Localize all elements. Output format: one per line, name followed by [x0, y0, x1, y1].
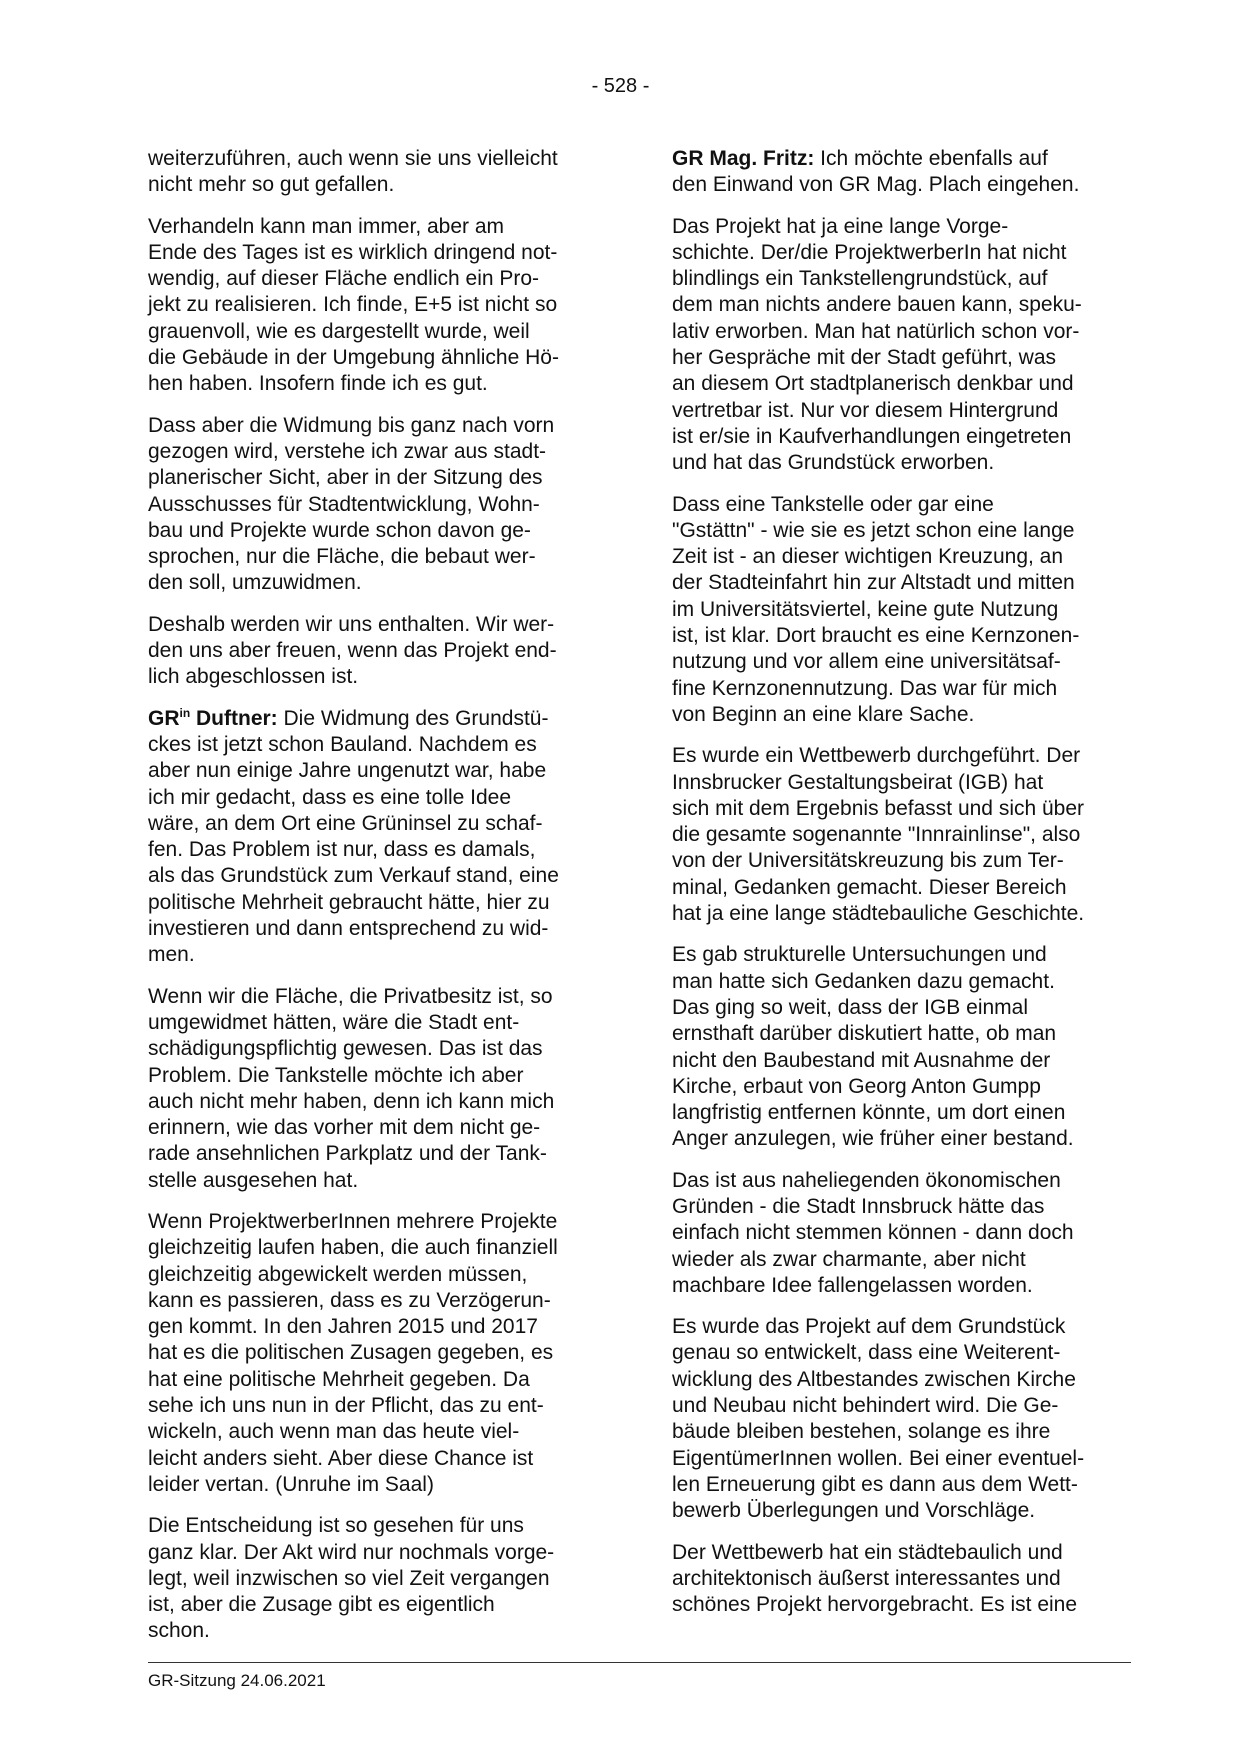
text-line: an diesem Ort stadtplanerisch denkbar und — [672, 372, 1074, 396]
text-line: hat ja eine lange städtebauliche Geschichte. — [672, 902, 1085, 926]
text-line: Das ist aus naheliegenden ökonomischen — [672, 1168, 1061, 1192]
text-line: men. — [148, 943, 195, 967]
text-line: Innsbrucker Gestaltungsbeirat (IGB) hat — [672, 770, 1044, 794]
text-line: jekt zu realisieren. Ich finde, E+5 ist nicht so — [148, 293, 558, 317]
text-line: Dass eine Tankstelle oder gar eine — [672, 492, 994, 516]
text-line: planerischer Sicht, aber in der Sitzung des — [148, 466, 543, 490]
paragraph — [672, 1540, 1114, 1619]
text-line: auch nicht mehr haben, denn ich kann mich — [148, 1089, 555, 1113]
text-line: gen kommt. In den Jahren 2015 und 2017 — [148, 1315, 538, 1339]
text-line: leicht anders sieht. Aber diese Chance ist — [148, 1446, 534, 1470]
text-line: fine Kernzonennutzung. Das war für mich — [672, 676, 1058, 700]
text-line: Es wurde ein Wettbewerb durchgeführt. Der — [672, 744, 1081, 768]
paragraph — [148, 612, 590, 691]
text-line: erinnern, wie das vorher mit dem nicht ge- — [148, 1116, 541, 1140]
text-line: Wenn ProjektwerberInnen mehrere Projekte — [148, 1209, 558, 1233]
text-line: schädigungspflichtig gewesen. Das ist das — [148, 1037, 543, 1061]
text-line: gleichzeitig laufen haben, die auch finanziell — [148, 1236, 558, 1260]
text-line: ckes ist jetzt schon Bauland. Nachdem es — [148, 732, 537, 756]
page-number: - 528 - — [591, 75, 650, 97]
footer-divider — [148, 1662, 1131, 1663]
text-line: schönes Projekt hervorgebracht. Es ist eine — [672, 1593, 1078, 1617]
text-line: den Einwand von GR Mag. Plach eingehen. — [672, 173, 1080, 197]
text-line: den soll, umzuwidmen. — [148, 571, 362, 595]
text-line: investieren und dann entsprechend zu wid- — [148, 917, 549, 941]
text-line: bau und Projekte wurde schon davon ge- — [148, 518, 531, 542]
paragraph — [672, 214, 1114, 477]
text-line: Problem. Die Tankstelle möchte ich aber — [148, 1063, 524, 1087]
text-line: blindlings ein Tankstellengrundstück, auf — [672, 267, 1048, 291]
text-line: umgewidmet hätten, wäre die Stadt ent- — [148, 1010, 520, 1034]
text-line: kann es passieren, dass es zu Verzögerun- — [148, 1288, 551, 1312]
text-line: lativ erworben. Man hat natürlich schon vor- — [672, 319, 1080, 343]
text-line: Das Projekt hat ja eine lange Vorge- — [672, 214, 1009, 238]
text-line: der Stadteinfahrt hin zur Altstadt und mitten — [672, 571, 1075, 595]
text-line: hen haben. Insofern finde ich es gut. — [148, 372, 488, 396]
paragraph — [148, 214, 590, 398]
left-column — [148, 146, 590, 1660]
right-column — [672, 146, 1114, 1633]
text-line: bewerb Überlegungen und Vorschläge. — [672, 1499, 1036, 1523]
text-line: her Gespräche mit der Stadt geführt, was — [672, 346, 1057, 370]
text-line: rade ansehnlichen Parkplatz und der Tank- — [148, 1142, 547, 1166]
text-line: wendig, auf dieser Fläche endlich ein Pro- — [148, 267, 540, 291]
speaker-name: GR Mag. Fritz: — [672, 147, 815, 170]
paragraph — [148, 146, 590, 199]
text-line: hat es die politischen Zusagen gegeben, es — [148, 1341, 554, 1365]
text-line: ist er/sie in Kaufverhandlungen eingetreten — [672, 424, 1072, 448]
text-line: sprochen, nur die Fläche, die bebaut wer- — [148, 545, 536, 569]
text-line: gleichzeitig abgewickelt werden müssen, — [148, 1262, 528, 1286]
text-line: und Neubau nicht behindert wird. Die Ge- — [672, 1394, 1059, 1418]
text-line: Es gab strukturelle Untersuchungen und — [672, 943, 1047, 967]
text-line: bäude bleiben bestehen, solange es ihre — [672, 1420, 1051, 1444]
paragraph — [672, 1314, 1114, 1524]
text-line: nicht den Baubestand mit Ausnahme der — [672, 1048, 1051, 1072]
text-line: sehe ich uns nun in der Pflicht, das zu ent- — [148, 1394, 544, 1418]
text-line: dem man nichts andere bauen kann, speku- — [672, 293, 1082, 317]
text-line: Verhandeln kann man immer, aber am — [148, 214, 505, 238]
paragraph — [148, 413, 590, 597]
paragraph — [148, 1209, 590, 1498]
paragraph — [672, 942, 1114, 1152]
text-line: Die Entscheidung ist so gesehen für uns — [148, 1514, 524, 1538]
text-line: hat eine politische Mehrheit gegeben. Da — [148, 1367, 530, 1391]
text-line: fen. Das Problem ist nur, dass es damals, — [148, 838, 536, 862]
text-line: ist, aber die Zusage gibt es eigentlich — [148, 1593, 495, 1617]
text-line: wickeln, auch wenn man das heute viel- — [148, 1420, 520, 1444]
text-line: grauenvoll, wie es dargestellt wurde, weil — [148, 319, 530, 343]
text-line: schichte. Der/die ProjektwerberIn hat nicht — [672, 240, 1067, 264]
text-line: Anger anzulegen, wie früher einer bestand. — [672, 1127, 1074, 1151]
text-line: Zeit ist - an dieser wichtigen Kreuzung, an — [672, 545, 1064, 569]
text-line: gezogen wird, verstehe ich zwar aus stadt- — [148, 439, 547, 463]
footer-session-date: GR-Sitzung 24.06.2021 — [148, 1671, 326, 1690]
speaker-paragraph-duftner — [148, 706, 590, 969]
text-line: Ende des Tages ist es wirklich dringend not- — [148, 240, 558, 264]
text-line: politische Mehrheit gebraucht hätte, hier zu — [148, 890, 550, 914]
paragraph — [672, 743, 1114, 927]
text-line: len Erneuerung gibt es dann aus dem Wett- — [672, 1472, 1078, 1496]
text-line: machbare Idee fallengelassen worden. — [672, 1273, 1033, 1297]
paragraph — [672, 492, 1114, 729]
text-line: minal, Gedanken gemacht. Dieser Bereich — [672, 875, 1067, 899]
text-line: die Gebäude in der Umgebung ähnliche Hö- — [148, 346, 559, 370]
speaker-first-line: Ich möchte ebenfalls auf — [814, 147, 1048, 170]
text-line: Kirche, erbaut von Georg Anton Gumpp — [672, 1074, 1041, 1098]
text-line: Der Wettbewerb hat ein städtebaulich und — [672, 1540, 1063, 1564]
text-line: vertretbar ist. Nur vor diesem Hintergrund — [672, 398, 1059, 422]
text-line: ernsthaft darüber diskutiert hatte, ob man — [672, 1022, 1057, 1046]
text-line: den uns aber freuen, wenn das Projekt end- — [148, 639, 557, 663]
paragraph — [148, 984, 590, 1194]
text-line: ich mir gedacht, dass es eine tolle Idee — [148, 785, 512, 809]
text-line: Es wurde das Projekt auf dem Grundstück — [672, 1315, 1066, 1339]
text-line: einfach nicht stemmen können - dann doch — [672, 1221, 1074, 1245]
speaker-first-line: Die Widmung des Grundstü- — [277, 706, 549, 730]
text-line: man hatte sich Gedanken dazu gemacht. — [672, 969, 1055, 993]
text-line: stelle ausgesehen hat. — [148, 1168, 359, 1192]
text-line: Dass aber die Widmung bis ganz nach vorn — [148, 413, 555, 437]
text-line: leider vertan. (Unruhe im Saal) — [148, 1472, 434, 1496]
text-line: ganz klar. Der Akt wird nur nochmals vorge- — [148, 1540, 555, 1564]
text-line: aber nun einige Jahre ungenutzt war, habe — [148, 759, 547, 783]
text-line: Wenn wir die Fläche, die Privatbesitz ist, so — [148, 984, 553, 1008]
text-line: Das ging so weit, dass der IGB einmal — [672, 995, 1028, 1019]
text-line: wicklung des Altbestandes zwischen Kirche — [672, 1367, 1076, 1391]
text-line: genau so entwickelt, dass eine Weiterent- — [672, 1341, 1061, 1365]
text-line: von Beginn an eine klare Sache. — [672, 702, 975, 726]
text-line: Ausschusses für Stadtentwicklung, Wohn- — [148, 492, 540, 516]
text-line: ist, ist klar. Dort braucht es eine Kernzonen- — [672, 624, 1080, 648]
text-line: sich mit dem Ergebnis befasst und sich über — [672, 796, 1085, 820]
text-line: nutzung und vor allem eine universitätsaf- — [672, 650, 1061, 674]
text-line: langfristig entfernen könnte, um dort einen — [672, 1101, 1066, 1125]
speaker-paragraph-fritz — [672, 146, 1114, 199]
speaker-name: $GR^{in}$ Duftner: — [148, 705, 278, 730]
text-line: von der Universitätskreuzung bis zum Ter- — [672, 849, 1064, 873]
paragraph — [148, 1513, 590, 1644]
paragraph — [672, 1168, 1114, 1299]
text-line: wäre, an dem Ort eine Grüninsel zu schaf- — [148, 811, 543, 835]
text-line: EigentümerInnen wollen. Bei einer eventuel- — [672, 1446, 1085, 1470]
text-line: "Gstättn" - wie sie es jetzt schon eine lange — [672, 518, 1075, 542]
text-line: wieder als zwar charmante, aber nicht — [672, 1247, 1026, 1271]
text-line: lich abgeschlossen ist. — [148, 665, 359, 689]
text-line: Gründen - die Stadt Innsbruck hätte das — [672, 1194, 1045, 1218]
text-line: und hat das Grundstück erworben. — [672, 451, 995, 475]
text-line: legt, weil inzwischen so viel Zeit vergangen — [148, 1566, 550, 1590]
text-line: nicht mehr so gut gefallen. — [148, 173, 395, 197]
text-line: weiterzuführen, auch wenn sie uns vielleicht — [148, 147, 558, 170]
text-line: die gesamte sogenannte "Innrainlinse", also — [672, 823, 1081, 847]
text-line: Deshalb werden wir uns enthalten. Wir wer- — [148, 612, 555, 636]
text-line: als das Grundstück zum Verkauf stand, eine — [148, 864, 559, 888]
text-line: im Universitätsviertel, keine gute Nutzung — [672, 597, 1059, 621]
text-line: architektonisch äußerst interessantes und — [672, 1566, 1061, 1590]
text-line: schon. — [148, 1619, 210, 1643]
